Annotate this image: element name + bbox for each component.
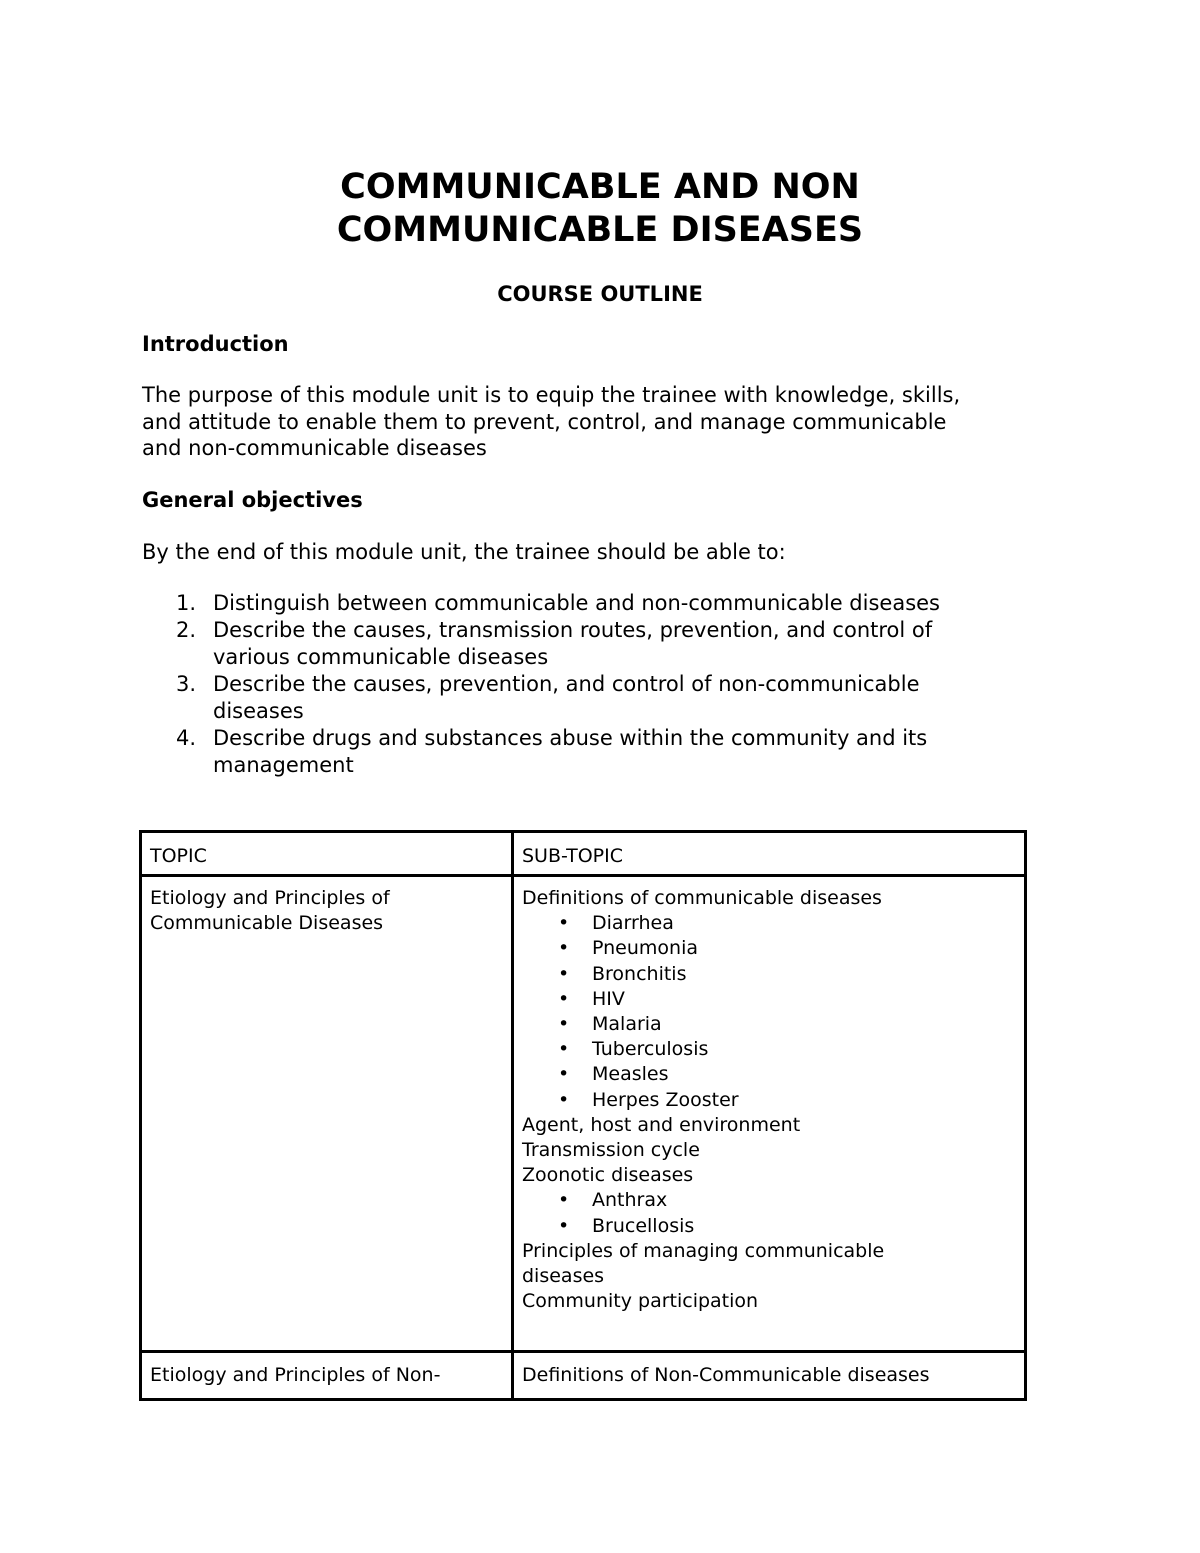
subtopic-header-cell: SUB-TOPIC bbox=[513, 832, 1026, 876]
table-header-row bbox=[141, 832, 1026, 876]
objective-text: Distinguish between communicable and non-communicable diseases bbox=[213, 591, 941, 615]
topic-header-cell: TOPIC bbox=[141, 832, 513, 876]
objective-item bbox=[142, 725, 1082, 779]
objective-text: Describe the causes, prevention, and control of non-communicable bbox=[213, 672, 920, 696]
subtopic-line: diseases bbox=[522, 1265, 605, 1288]
list-item: • Anthrax bbox=[522, 1188, 1016, 1213]
list-item: • Malaria bbox=[522, 1012, 1016, 1037]
topic-cell bbox=[141, 876, 513, 1352]
list-item: • Pneumonia bbox=[522, 936, 1016, 961]
introduction-heading: Introduction bbox=[142, 332, 289, 356]
objectives-list bbox=[142, 590, 1082, 779]
list-item: • HIV bbox=[522, 987, 1016, 1012]
subtopic-line: Principles of managing communicable bbox=[522, 1239, 885, 1262]
zoonotic-list bbox=[522, 1188, 1016, 1238]
course-outline-table bbox=[139, 830, 1027, 1401]
objective-number: 3. bbox=[176, 672, 197, 696]
list-item: • Diarrhea bbox=[522, 911, 1016, 936]
objective-number: 4. bbox=[176, 726, 197, 750]
paragraph-line: The purpose of this module unit is to equip the trainee with knowledge, skills, bbox=[142, 383, 961, 407]
objective-text: management bbox=[213, 753, 354, 777]
title-line: COMMUNICABLE DISEASES bbox=[336, 210, 864, 250]
list-item: • Measles bbox=[522, 1062, 1016, 1087]
objective-number: 1. bbox=[176, 591, 197, 615]
objectives-lead bbox=[142, 539, 1082, 566]
subtopic-cell bbox=[513, 1352, 1026, 1400]
subtopic-line: Definitions of communicable diseases bbox=[522, 887, 882, 909]
subtopic-line: Transmission cycle bbox=[522, 1139, 700, 1162]
list-item: • Brucellosis bbox=[522, 1214, 1016, 1239]
topic-cell bbox=[141, 1352, 513, 1400]
topic-line: Etiology and Principles of bbox=[150, 887, 390, 909]
objective-text: various communicable diseases bbox=[213, 645, 549, 669]
paragraph-line: and attitude to enable them to prevent, control, and manage communicable bbox=[142, 409, 947, 434]
title-line: COMMUNICABLE AND NON bbox=[340, 167, 860, 207]
subtopic-line: Zoonotic diseases bbox=[522, 1164, 694, 1187]
table-row bbox=[141, 1352, 1026, 1400]
objective-item bbox=[142, 617, 1082, 671]
paragraph-line: and non-communicable diseases bbox=[142, 436, 487, 460]
table-row bbox=[141, 876, 1026, 1352]
objective-item bbox=[142, 590, 1082, 617]
list-item: • Tuberculosis bbox=[522, 1037, 1016, 1062]
objective-item bbox=[142, 671, 1082, 725]
objective-number: 2. bbox=[176, 618, 197, 642]
topic-line: Etiology and Principles of Non- bbox=[150, 1364, 441, 1386]
subtopic-line: Agent, host and environment bbox=[522, 1113, 801, 1136]
objective-text: Describe drugs and substances abuse within the community and its bbox=[213, 726, 928, 750]
list-item: • Bronchitis bbox=[522, 962, 1016, 987]
objective-text: Describe the causes, transmission routes, prevention, and control of bbox=[213, 618, 933, 642]
course-outline-subtitle: COURSE OUTLINE bbox=[497, 282, 703, 306]
subtopic-cell bbox=[513, 876, 1026, 1352]
general-objectives-heading: General objectives bbox=[142, 488, 363, 512]
subtopic-line: Definitions of Non-Communicable diseases bbox=[522, 1364, 930, 1386]
document-title bbox=[0, 166, 1200, 252]
subtopic-line: Community participation bbox=[522, 1290, 759, 1313]
introduction-paragraph bbox=[142, 382, 1082, 462]
objective-text: diseases bbox=[213, 699, 304, 723]
paragraph-line: By the end of this module unit, the trainee should be able to: bbox=[142, 540, 786, 564]
disease-list bbox=[522, 911, 1016, 1113]
topic-line: Communicable Diseases bbox=[150, 912, 384, 935]
list-item: • Herpes Zooster bbox=[522, 1088, 1016, 1113]
